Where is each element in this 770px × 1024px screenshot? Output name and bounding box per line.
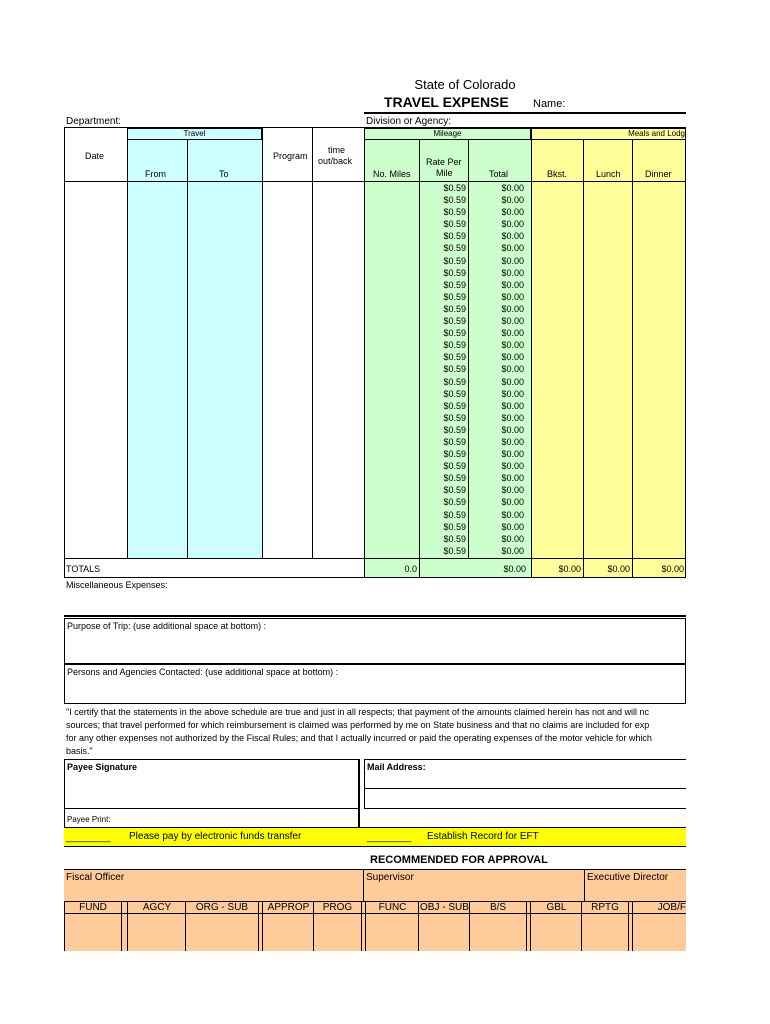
- totals-mileage: $0.00: [503, 564, 526, 574]
- double-rule: [629, 902, 633, 951]
- rate-cell: $0.59: [443, 449, 466, 460]
- rate-cell: $0.59: [443, 340, 466, 351]
- code-cell-gbl[interactable]: [532, 902, 582, 951]
- rate-cell: $0.59: [443, 376, 466, 387]
- program-header: Program: [273, 151, 308, 161]
- grid-line: [262, 128, 263, 558]
- totals-miles: 0.0: [404, 564, 417, 574]
- total-cell: $0.00: [501, 207, 524, 218]
- rate-cell: $0.59: [443, 533, 466, 544]
- grid-line: [312, 128, 313, 558]
- payee-print-box[interactable]: [64, 809, 360, 827]
- to-header: To: [219, 169, 229, 179]
- total-cell: $0.00: [501, 231, 524, 242]
- double-rule: [259, 902, 263, 951]
- rate-cell: $0.59: [443, 328, 466, 339]
- rate-column: [420, 182, 466, 557]
- total-cell: $0.00: [501, 533, 524, 544]
- total-cell: $0.00: [501, 388, 524, 399]
- approval-divider: [363, 869, 364, 901]
- total-cell: $0.00: [501, 183, 524, 193]
- total-cell: $0.00: [501, 303, 524, 314]
- code-label: FUNC: [378, 902, 407, 913]
- rate-cell: $0.59: [443, 316, 466, 327]
- lunch-header: Lunch: [596, 169, 621, 179]
- payee-signature-box[interactable]: [64, 759, 360, 809]
- rate-per-header: Rate Per: [426, 157, 462, 167]
- total-cell: $0.00: [501, 340, 524, 351]
- totals-label: TOTALS: [66, 564, 101, 574]
- rate-cell: $0.59: [443, 195, 466, 206]
- approval-title: RECOMMENDED FOR APPROVAL: [370, 854, 548, 866]
- double-rule: [362, 902, 366, 951]
- total-cell: $0.00: [501, 267, 524, 278]
- mile-header: Mile: [436, 168, 453, 178]
- address-line: [364, 808, 686, 809]
- title-rule: [364, 112, 686, 114]
- total-cell: $0.00: [501, 195, 524, 206]
- code-label: ORG - SUB: [195, 902, 249, 913]
- rate-cell: $0.59: [443, 291, 466, 302]
- rate-cell: $0.59: [443, 412, 466, 423]
- totals-top-rule: [64, 558, 686, 559]
- persons-label: Persons and Agencies Contacted: (use additional space at bottom) :: [67, 667, 339, 677]
- persons-box[interactable]: [64, 664, 686, 704]
- certification: [66, 706, 686, 758]
- executive-director-label: Executive Director: [587, 872, 669, 883]
- eft-pay-label: Please pay by electronic funds transfer: [129, 831, 302, 842]
- division-label: Division or Agency:: [366, 116, 452, 127]
- outback-header: out/back: [318, 156, 353, 166]
- code-cell-func[interactable]: [367, 902, 419, 951]
- rate-cell: $0.59: [443, 436, 466, 447]
- code-label: B/S: [489, 902, 507, 913]
- code-cell-agcy[interactable]: [129, 902, 186, 951]
- eft-record-label: Establish Record for EFT: [427, 831, 539, 842]
- certify-line: "I certify that the statements in the above schedule are true and just in all respects; that payment of the amounts claimed herein has not and will nc: [66, 707, 650, 717]
- travel-area: [127, 128, 262, 558]
- code-label: GBL: [546, 902, 567, 913]
- rate-cell: $0.59: [443, 183, 466, 193]
- rate-cell: $0.59: [443, 521, 466, 532]
- rate-cell: $0.59: [443, 473, 466, 484]
- address-line: [364, 788, 686, 789]
- rate-cell: $0.59: [443, 388, 466, 399]
- code-label: JOB/F: [657, 902, 686, 913]
- total-cell: $0.00: [501, 449, 524, 460]
- rate-cell: $0.59: [443, 461, 466, 472]
- no-miles-header: No. Miles: [373, 169, 411, 179]
- rate-cell: $0.59: [443, 400, 466, 411]
- total-cell: $0.00: [501, 436, 524, 447]
- total-cell: $0.00: [501, 412, 524, 423]
- total-cell: $0.00: [501, 352, 524, 363]
- rate-cell: $0.59: [443, 207, 466, 218]
- rate-cell: $0.59: [443, 279, 466, 290]
- meals-header-label: Meals and Lodg: [628, 129, 685, 138]
- grid-line: [64, 128, 65, 578]
- total-cell: $0.00: [501, 400, 524, 411]
- code-label: APPROP: [267, 902, 310, 913]
- total-cell: $0.00: [501, 485, 524, 496]
- from-header: From: [145, 169, 166, 179]
- total-header: Total: [489, 169, 509, 179]
- code-label: FUND: [79, 902, 107, 913]
- rate-cell: $0.59: [443, 219, 466, 230]
- misc-label: Miscellaneous Expenses:: [66, 580, 168, 590]
- state-title: State of Colorado: [414, 77, 516, 92]
- eft-record-blank[interactable]: ________: [367, 832, 412, 843]
- total-cell: $0.00: [501, 219, 524, 230]
- totals-lunch: $0.00: [607, 564, 630, 574]
- code-cell-fund[interactable]: [64, 902, 122, 951]
- rate-cell: $0.59: [443, 497, 466, 508]
- total-cell: $0.00: [501, 521, 524, 532]
- mail-address-label: Mail Address:: [367, 762, 426, 772]
- grid-line: [531, 128, 532, 578]
- rate-cell: $0.59: [443, 352, 466, 363]
- grid-line: [685, 128, 686, 578]
- supervisor-label: Supervisor: [366, 872, 414, 883]
- purpose-label: Purpose of Trip: (use additional space at bottom) :: [67, 621, 267, 631]
- total-cell: $0.00: [501, 328, 524, 339]
- travel-header-label: Travel: [183, 129, 206, 138]
- travel-header: [127, 128, 262, 140]
- rate-cell: $0.59: [443, 255, 466, 266]
- misc-rule: [64, 615, 686, 617]
- rate-cell: $0.59: [443, 485, 466, 496]
- certify-line: basis.": [66, 746, 93, 756]
- name-label: Name:: [533, 98, 566, 110]
- dinner-header: Dinner: [645, 169, 672, 179]
- double-rule: [124, 902, 128, 951]
- code-cell-org-sub[interactable]: [186, 902, 259, 951]
- total-cell: $0.00: [501, 316, 524, 327]
- total-cell: $0.00: [501, 473, 524, 484]
- meals-area: [531, 128, 686, 578]
- mileage-header: [364, 128, 531, 140]
- total-cell: $0.00: [501, 545, 524, 556]
- payee-signature-label: Payee Signature: [67, 762, 138, 772]
- rate-cell: $0.59: [443, 303, 466, 314]
- date-header: Date: [85, 151, 105, 161]
- code-cell-obj-sub[interactable]: [419, 902, 470, 951]
- column-header-rule: [64, 181, 686, 182]
- total-cell: $0.00: [501, 255, 524, 266]
- double-rule: [527, 902, 531, 951]
- total-cell: $0.00: [501, 376, 524, 387]
- code-label: PROG: [322, 902, 353, 913]
- grid-line: [364, 128, 365, 578]
- total-cell: $0.00: [501, 461, 524, 472]
- rate-cell: $0.59: [443, 509, 466, 520]
- total-cell: $0.00: [501, 291, 524, 302]
- code-label: RPTG: [591, 902, 619, 913]
- mileage-header-label: Mileage: [433, 129, 462, 138]
- bkst-header: Bkst.: [547, 169, 568, 179]
- grid-line: [187, 140, 188, 558]
- form-title: TRAVEL EXPENSE: [384, 94, 509, 110]
- rate-cell: $0.59: [443, 243, 466, 254]
- code-label: OBJ - SUB: [420, 902, 469, 913]
- department-label: Department:: [66, 116, 122, 127]
- totals-bkst: $0.00: [558, 564, 581, 574]
- eft-pay-blank[interactable]: ________: [66, 832, 111, 843]
- total-cell: $0.00: [501, 243, 524, 254]
- total-cell: $0.00: [501, 497, 524, 508]
- total-cell: $0.00: [501, 424, 524, 435]
- code-cell-approp[interactable]: [264, 902, 314, 951]
- total-column: [469, 182, 524, 557]
- rate-cell: $0.59: [443, 364, 466, 375]
- purpose-box[interactable]: [64, 618, 686, 664]
- fiscal-officer-label: Fiscal Officer: [66, 872, 125, 883]
- certify-line: for any other expenses not authorized by the Fiscal Rules; and that I actually incurred or paid the operating expenses of the motor vehicle for which: [66, 733, 652, 743]
- mail-address-box[interactable]: [364, 759, 686, 809]
- code-cell-bs[interactable]: [470, 902, 527, 951]
- meals-header: [531, 128, 686, 140]
- code-cell-rptg[interactable]: [582, 902, 629, 951]
- rate-cell: $0.59: [443, 545, 466, 556]
- total-cell: $0.00: [501, 364, 524, 375]
- certify-line: sources; that travel performed for which reimbursement is claimed was performed by me on State business and that no claims are included for exp: [66, 720, 650, 730]
- payee-print-label: Payee Print:: [67, 815, 111, 824]
- rate-cell: $0.59: [443, 231, 466, 242]
- code-label: AGCY: [142, 902, 172, 913]
- grid-line: [583, 140, 584, 578]
- time-header: time: [328, 145, 346, 155]
- rate-cell: $0.59: [443, 267, 466, 278]
- code-cell-prog[interactable]: [314, 902, 362, 951]
- totals-bottom-rule: [64, 577, 686, 578]
- total-cell: $0.00: [501, 509, 524, 520]
- approval-divider: [584, 869, 585, 901]
- rate-cell: $0.59: [443, 424, 466, 435]
- grid-line: [127, 128, 128, 558]
- grid-line: [632, 140, 633, 578]
- totals-dinner: $0.00: [661, 564, 684, 574]
- total-cell: $0.00: [501, 279, 524, 290]
- code-cell-job[interactable]: [634, 902, 686, 951]
